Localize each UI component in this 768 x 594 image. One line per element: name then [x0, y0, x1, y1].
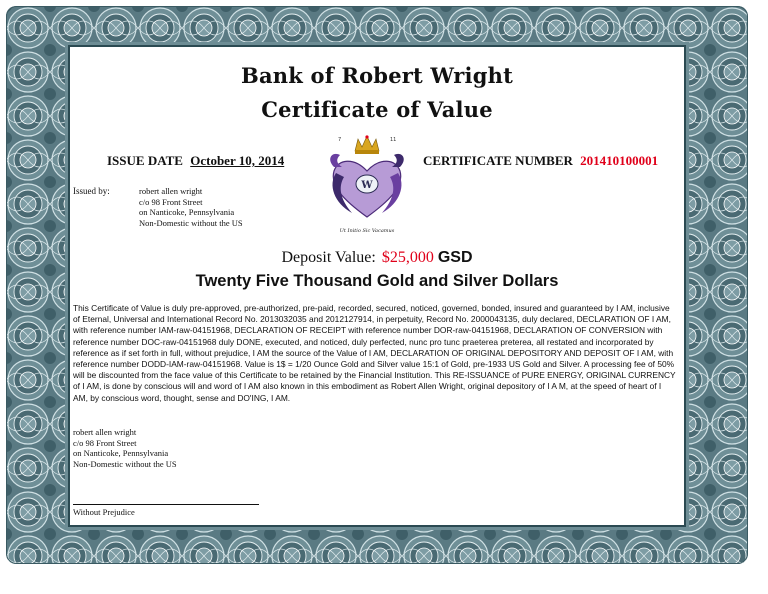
certificate-number-label: CERTIFICATE NUMBER [423, 153, 573, 168]
signer-address-line: c/o 98 Front Street [73, 437, 137, 448]
issue-date-label: ISSUE DATE [107, 153, 183, 168]
emblem-number-left: 7 [338, 137, 342, 143]
issued-by-label: Issued by: [73, 186, 110, 196]
heart-crown-icon [322, 129, 412, 239]
certificate-body [68, 45, 686, 527]
deposit-currency: GSD [437, 249, 473, 266]
emblem-number-right: 11 [390, 137, 397, 143]
signature-label: Without Prejudice [73, 507, 135, 517]
issuer-address-line: robert allen wright [139, 186, 203, 196]
deposit-amount: $25,000 [381, 249, 434, 266]
signer-address-line: on Nanticoke, Pennsylvania [73, 448, 169, 458]
amount-in-words: Twenty Five Thousand Gold and Silver Dollars [195, 272, 559, 290]
issue-date [107, 153, 284, 169]
certificate-number [423, 153, 658, 169]
issuer-address-line: Non-Domestic without the US [139, 217, 243, 228]
certificate-number-value: 201410100001 [580, 153, 659, 168]
issuer-address-line: on Nanticoke, Pennsylvania [139, 207, 235, 217]
issuer-address [139, 186, 243, 228]
bank-name: Bank of Robert Wright [241, 63, 513, 88]
signer-address [73, 427, 177, 469]
emblem-seal [322, 129, 412, 239]
signer-address-line: robert allen wright [73, 427, 137, 437]
signer-address-line: Non-Domestic without the US [73, 458, 177, 469]
emblem-letter: W [361, 180, 373, 191]
issuer-address-line: c/o 98 Front Street [139, 196, 203, 207]
issue-date-value: October 10, 2014 [190, 153, 285, 168]
certificate-terms: This Certificate of Value is duly pre-approved, pre-authorized, pre-paid, recorded, secured, noticed, governed, bonded, insured and guaranteed by I AM, inclusive of Eternal, Universal and International Record No. 2013032035 and 2012127914, in perpetuity, Record No. 2000043135, duly declared, DECLARATION OF I AM, with reference number IAM-raw-04151968, DECLARATION OF RECEIPT with reference number DOR-raw-04151968, DECLARATION OF CONVERSION with reference number DOC-raw-04151968 duly DONE, executed, and noticed, duly perfected, nunc pro tunc praeterea preterea, all restated and incorporated by reference as if set forth in full, without prejudice, I AM the source of the Value of I AM, DECLARATION OF ORIGINAL DEPOSITORY AND DEPOSIT OF I AM, with reference number DODD-IAM-raw-04151968. Value is 1$ = 1/20 Ounce Gold and Silver value 15:1 of Gold, pre-1933 US Gold and Silver. A processing fee of 50% will be discounted from the face value of this Certificate to be retained by the Financial Institution. This RE-ISSUANCE of PURE ENERGY, ORIGINAL CURRENCY of I AM, is done by conscious will and word of I AM also known in this embodiment as Robert Allen Wright, original depository of I A M, at the speed of heart of I AM, by conscious word, thought, sense and DO'ING, I AM. [73, 303, 676, 403]
signature-line [73, 504, 259, 505]
deposit-value [70, 249, 684, 267]
deposit-label: Deposit Value: [281, 249, 376, 266]
certificate-title: Certificate of Value [261, 97, 493, 122]
emblem-motto: Ut Initio Sic Vacamus [339, 228, 395, 234]
